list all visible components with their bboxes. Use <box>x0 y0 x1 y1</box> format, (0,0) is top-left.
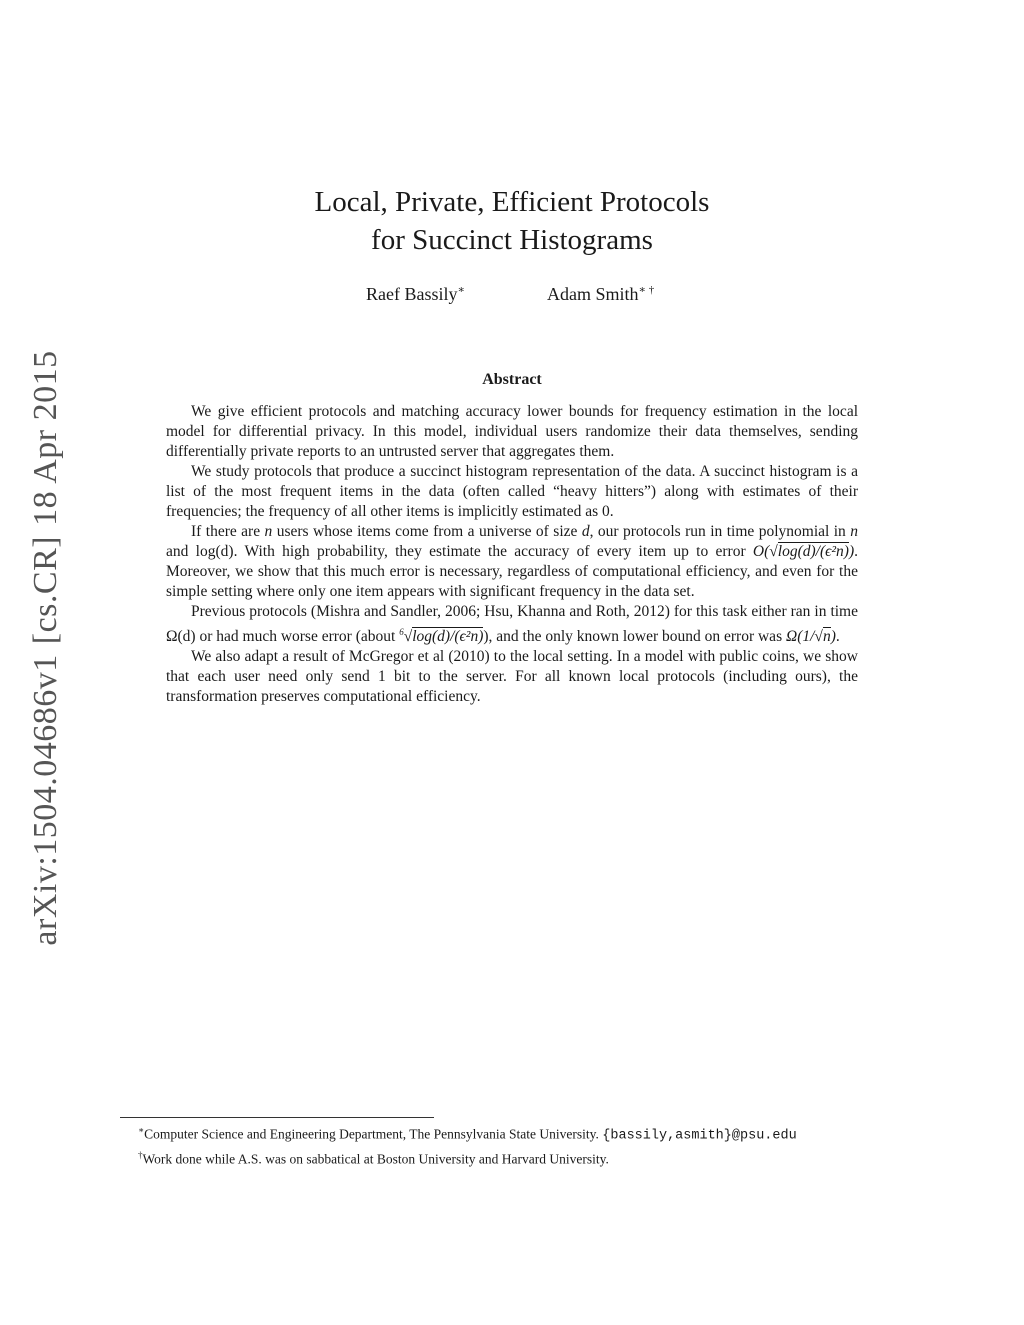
footnote-rule <box>120 1117 434 1118</box>
abstract-paragraph-1: We give efficient protocols and matching accuracy lower bounds for frequency estimation in the local model for differential privacy. In this model, individual users randomize their data themselves, sending differentially private reports to an untrusted server that aggregates them. <box>166 403 858 460</box>
author-1 <box>366 283 465 305</box>
abstract-heading: Abstract <box>482 371 542 388</box>
math-d: d <box>581 523 590 540</box>
author-email[interactable]: {bassily,asmith}@psu.edu <box>602 1128 797 1144</box>
paper-title <box>0 183 1024 259</box>
math-sixth-root: $^6$√log(d)/(ϵ²n) <box>399 627 484 646</box>
arxiv-date: 18 Apr 2015 <box>27 350 64 526</box>
title-line-2: for Succinct Histograms <box>371 224 653 256</box>
math-log-d: log(d) <box>195 543 234 560</box>
author-2 <box>547 283 654 305</box>
math-lower-bound: Ω(1/√n) <box>785 628 836 646</box>
math-n: n <box>264 523 273 540</box>
arxiv-category: [cs.CR] <box>27 535 64 645</box>
abstract-body <box>166 402 858 707</box>
abstract-paragraph-5: We also adapt a result of McGregor et al (2010) to the local setting. In a model with public coins, we show that each user need only send 1 bit to the server. For all known local protocols (including ours), the transformation preserves computational efficiency. <box>166 648 858 706</box>
arxiv-id: arXiv:1504.04686v1 <box>27 654 64 946</box>
footnote-2: †Work done while A.S. was on sabbatical at Boston University and Harvard University. <box>138 1149 609 1166</box>
footnote-1: ∗Computer Science and Engineering Department, The Pennsylvania State University. {bassily,asmith}@psu.edu <box>138 1125 797 1144</box>
math-omega-d: Ω(d) <box>166 628 196 646</box>
footnotes <box>138 1121 898 1168</box>
author-2-marks: ∗ † <box>638 284 655 296</box>
author-1-marks: ∗ <box>457 284 465 296</box>
author-2-name: Adam Smith <box>547 284 639 304</box>
abstract-paragraph-2: We study protocols that produce a succinct histogram representation of the data. A succinct histogram is a list of the most frequent items in the data (often called “heavy hitters”) along with estimates of their frequencies; the frequency of all other items is implicitly estimated as 0. <box>166 463 858 520</box>
abstract-paragraph-3: If there are n users whose items come from a universe of size d, our protocols run in time polynomial in n and log(d). With high probability, they estimate the accuracy of every item up to error O(√log(d)/(ϵ²n)). Moreover, we show that this much error is necessary, regardless of computational efficiency, and even for the simple setting where only one item appears with significant frequency in the data set. <box>166 523 858 600</box>
arxiv-sidebar-stamp <box>27 345 65 950</box>
author-1-name: Raef Bassily <box>366 284 458 304</box>
math-n: n <box>850 523 858 540</box>
math-error-bound: O(√log(d)/(ϵ²n)) <box>752 543 855 560</box>
title-line-1: Local, Private, Efficient Protocols <box>314 186 710 218</box>
abstract-paragraph-4: Previous protocols (Mishra and Sandler, 2006; Hsu, Khanna and Roth, 2012) for this task either ran in time Ω(d) or had much worse error (about $^6$√log(d)/(ϵ²n)), and the only known lower bound on error was Ω(1/√n). <box>166 603 858 646</box>
